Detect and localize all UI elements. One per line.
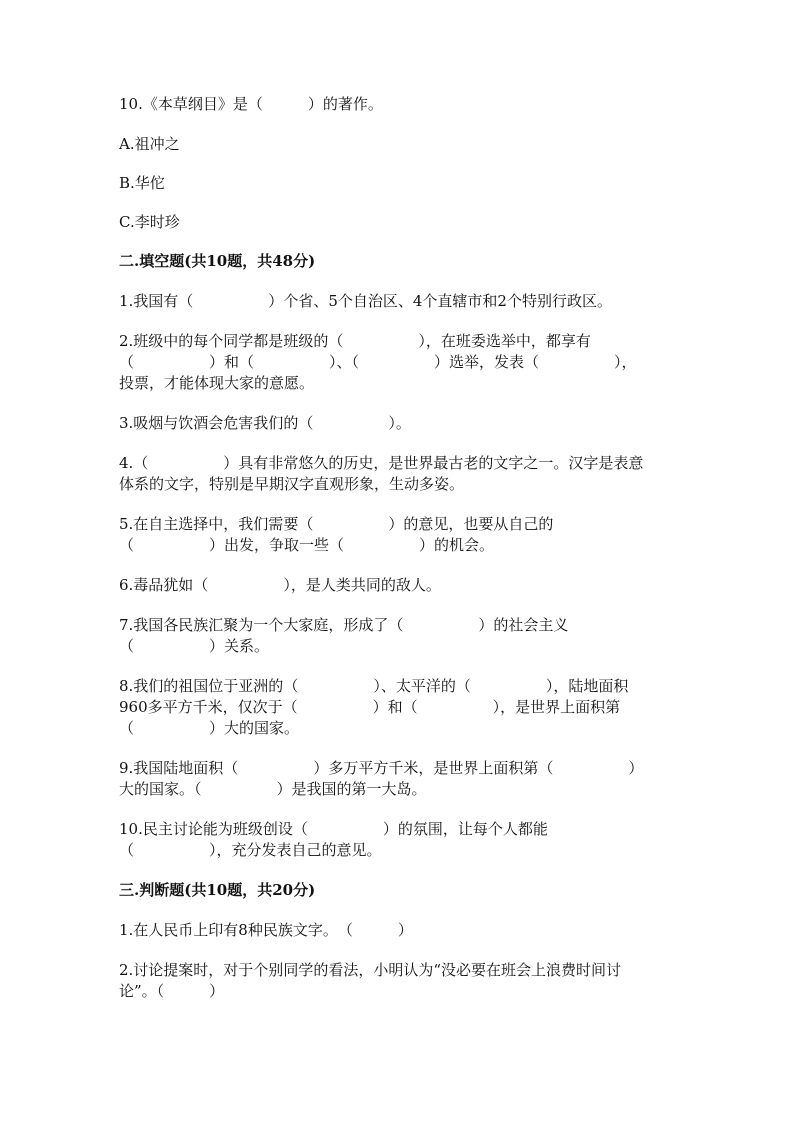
fill-question-8 xyxy=(119,676,694,739)
question-line: 大的国家。（ ）是我国的第一大岛。 xyxy=(119,780,427,798)
fill-question-5 xyxy=(119,514,694,556)
question-line: 体系的文字，特别是早期汉字直观形象，生动多姿。 xyxy=(119,475,465,493)
fill-question-3 xyxy=(119,413,694,434)
option-c: C.李时珍 xyxy=(119,213,180,231)
judge-question-2 xyxy=(119,960,694,1002)
fill-question-9 xyxy=(119,758,694,800)
question-line: （ ）关系。 xyxy=(119,637,270,655)
fill-question-6 xyxy=(119,575,694,596)
fill-question-10 xyxy=(119,819,694,861)
question-line: 960多平方千米，仅次于（ ）和（ ），是世界上面积第 xyxy=(119,698,621,716)
multiple-choice-question xyxy=(119,94,694,233)
question-line: 3.吸烟与饮酒会危害我们的（ ）。 xyxy=(119,414,411,432)
fill-question-1 xyxy=(119,291,694,312)
option-a: A.祖冲之 xyxy=(119,135,180,153)
question-line: （ ）和（ ）、（ ）选举，发表（ ）， xyxy=(119,353,637,371)
question-line: 8.我们的祖国位于亚洲的（ ）、太平洋的（ ），陆地面积 xyxy=(119,677,629,695)
question-line: 7.我国各民族汇聚为一个大家庭，形成了（ ）的社会主义 xyxy=(119,616,569,634)
question-line: 9.我国陆地面积（ ）多万平方千米，是世界上面积第（ ） xyxy=(119,759,644,777)
fill-question-4 xyxy=(119,453,694,495)
question-line: 投票，才能体现大家的意愿。 xyxy=(119,374,315,392)
judge-question-1 xyxy=(119,920,694,941)
fill-section-title: 二.填空题(共10题，共48分) xyxy=(119,252,316,270)
question-line: 1.我国有（ ）个省、5个自治区、4个直辖市和2个特别行政区。 xyxy=(119,292,612,310)
question-line: （ ），充分发表自己的意见。 xyxy=(119,841,382,859)
question-line: 10.民主讨论能为班级创设（ ）的氛围，让每个人都能 xyxy=(119,820,548,838)
question-line: 2.讨论提案时，对于个别同学的看法，小明认为“没必要在班会上浪费时间讨 xyxy=(119,961,621,979)
option-b: B.华佗 xyxy=(119,174,165,192)
judge-section-title: 三.判断题(共10题，共20分) xyxy=(119,881,316,899)
question-line: （ ）大的国家。 xyxy=(119,719,300,737)
fill-question-7 xyxy=(119,615,694,657)
question-line: 6.毒品犹如（ ），是人类共同的敌人。 xyxy=(119,576,441,594)
question-line: 4.（ ）具有非常悠久的历史，是世界最古老的文字之一。汉字是表意 xyxy=(119,454,644,472)
question-line: 1.在人民币上印有8种民族文字。 （ ） xyxy=(119,921,413,939)
fill-question-2 xyxy=(119,331,694,394)
question-line: （ ）出发，争取一些（ ）的机会。 xyxy=(119,536,495,554)
question-line: 5.在自主选择中，我们需要（ ）的意见，也要从自己的 xyxy=(119,515,554,533)
question-line: 论”。（ ） xyxy=(119,982,225,1000)
question-stem: 10.《本草纲目》是（ ）的著作。 xyxy=(119,95,383,113)
question-line: 2.班级中的每个同学都是班级的（ ），在班委选举中，都享有 xyxy=(119,332,591,350)
